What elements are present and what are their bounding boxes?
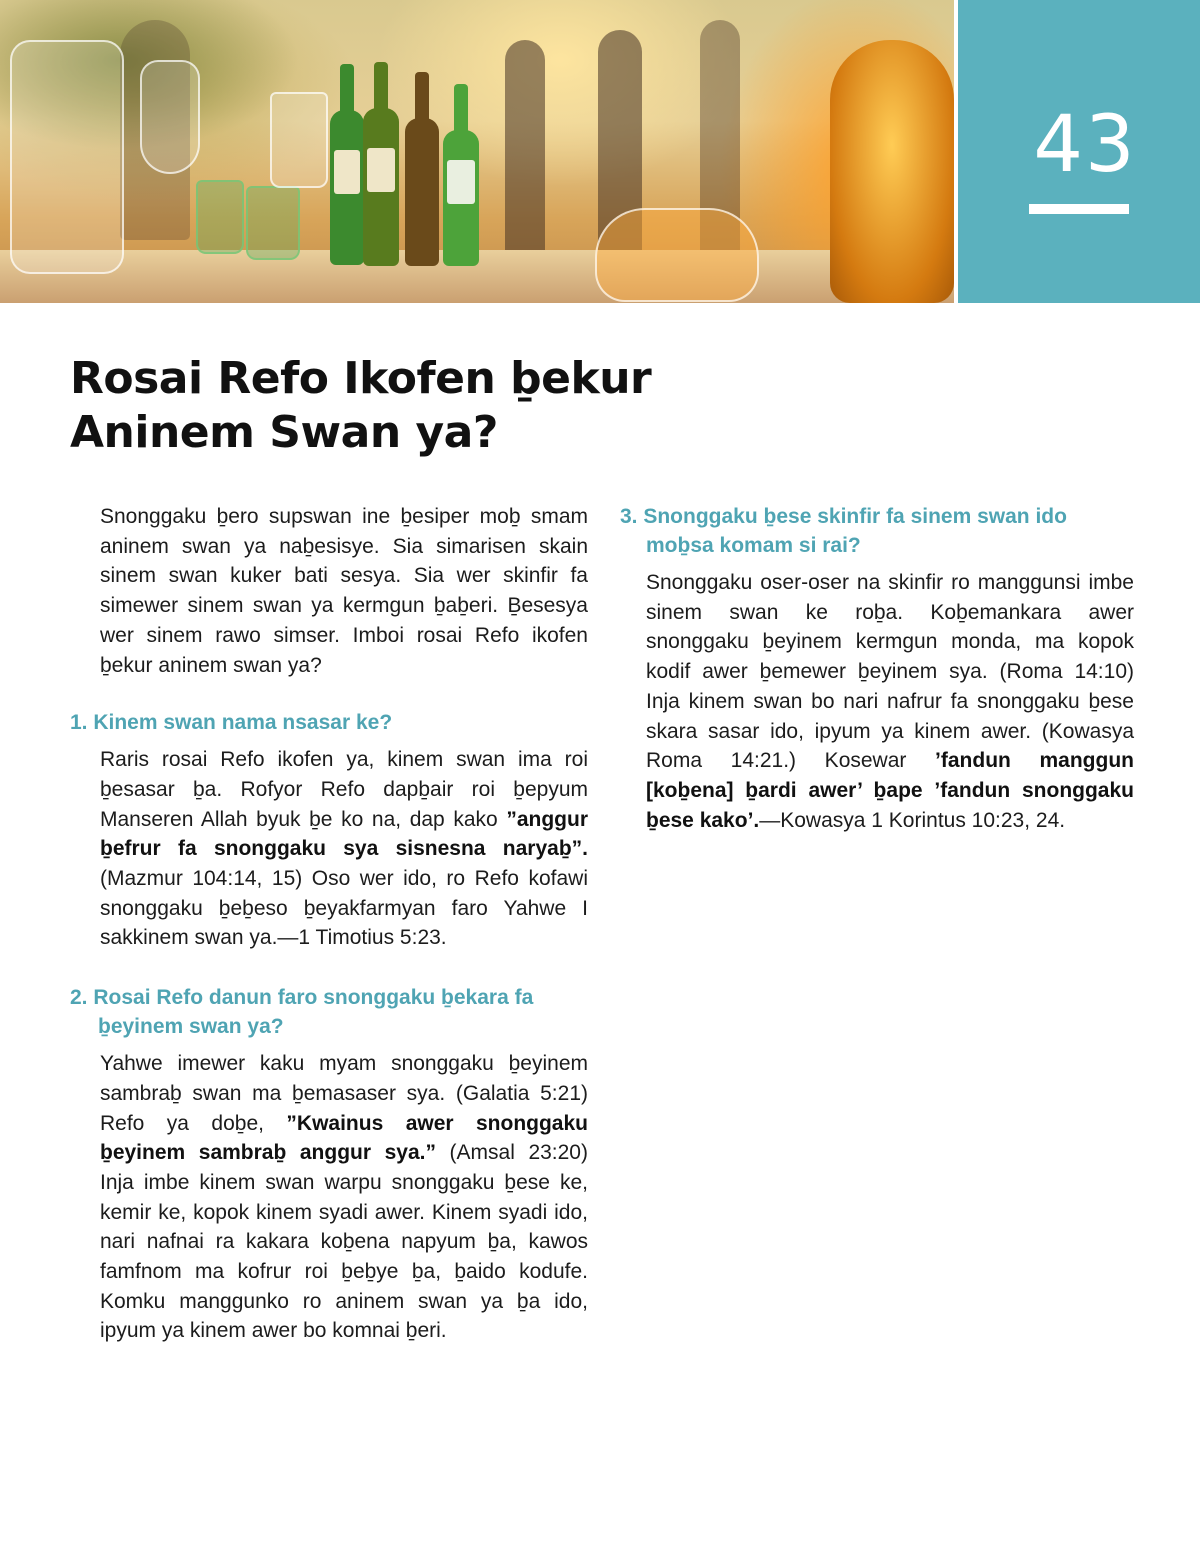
- answer-text: —Kowasya 1 Korintus 10:23, 24.: [759, 808, 1066, 832]
- photo-glass: [270, 92, 328, 188]
- photo-glass: [140, 60, 200, 174]
- photo-bottle: [363, 108, 399, 266]
- photo-glass: [196, 180, 244, 254]
- photo-bottle: [330, 110, 364, 265]
- answer-text: Yahwe imewer kaku myam snonggaku ḇeyinem sambraḇ swan ma ḇemasaser sya. (Galatia 5:21) Refo ya doḇe,: [100, 1052, 588, 1135]
- photo-amber-bottle: [830, 40, 954, 303]
- photo-glass: [595, 208, 759, 302]
- right-column: [620, 502, 1134, 865]
- header-photo: [0, 0, 954, 303]
- section-2: [70, 983, 588, 1346]
- answer-3: [646, 568, 1134, 835]
- badge-underline: [1029, 204, 1129, 214]
- left-column: [70, 502, 588, 1376]
- answer-emphasis: ”anggur ḇefrur fa snonggaku sya sisnesna naryaḇ”.: [100, 807, 588, 861]
- question-1: 1. Kinem swan nama nsasar ke?: [70, 711, 393, 735]
- question-3: 3. Snonggaku ḇese skinfir fa sinem swan ido moḇsa komam si rai?: [620, 505, 1067, 557]
- photo-bottle: [443, 130, 479, 266]
- answer-text: Snonggaku oser-oser na skinfir ro manggunsi imbe sinem swan ke roḇa. Koḇemankara awer snonggaku ḇeyinem kermgun monda, ma kopok kodif awer ḇemewer ḇeyinem sya. (Roma 14:10) Inja kinem swan bo nari nafrur fa snonggaku ḇese skara sasar ido, ipyum ya kinem awer. (Kowasya Roma 14:21.) Kosewar: [646, 571, 1134, 773]
- page-title-line-1: Rosai Refo Ikofen ḇekur: [70, 353, 652, 404]
- lesson-number-badge: [958, 0, 1200, 303]
- answer-emphasis: ’fandun manggun [koḇena] ḇardi awer’ ḇape ’fandun snonggaku ḇese kako’.: [646, 749, 1134, 832]
- answer-text: (Amsal 23:20) Inja imbe kinem swan warpu snonggaku ḇese ke, kemir ke, kopok kinem syadi awer. Kinem syadi ido, nari nafnai ra kakara koḇena napyum ḇa, kawos famfnom ma kofrur roi ḇeḇye ḇa, ḇaido kodufe. Komku manggunko ro aninem swan ya ḇa ido, ipyum ya kinem awer bo komnai ḇeri.: [100, 1141, 588, 1343]
- photo-glass: [246, 186, 300, 260]
- section-3: [620, 502, 1134, 835]
- question-2: 2. Rosai Refo danun faro snonggaku ḇekara fa ḇeyinem swan ya?: [70, 986, 534, 1039]
- photo-person: [505, 40, 545, 255]
- section-1: [70, 708, 588, 953]
- photo-glass: [10, 40, 124, 274]
- page-title: [70, 352, 770, 460]
- photo-bottle: [405, 118, 439, 266]
- answer-2: [100, 1049, 588, 1346]
- page-title-line-2: Aninem Swan ya?: [70, 407, 498, 458]
- intro-paragraph: Snonggaku ḇero supswan ine ḇesiper moḇ smam aninem swan ya naḇesisye. Sia simarisen skain sinem swan kuker bati sesya. Sia wer skinfir fa simewer sinem swan ya kermgun ḇaḇeri. Ḇesesya wer sinem rawo simser. Imboi rosai Refo ikofen ḇekur aninem swan ya?: [100, 505, 588, 677]
- lesson-number: 43: [1033, 100, 1137, 190]
- answer-text: (Mazmur 104:14, 15) Oso wer ido, ro Refo kofawi snonggaku ḇeḇeso ḇeyakfarmyan faro Yahwe I sakkinem swan ya.—1 Timotius 5:23.: [100, 867, 588, 950]
- answer-emphasis: ”Kwainus awer snonggaku ḇeyinem sambraḇ anggur sya.”: [100, 1111, 588, 1165]
- answer-text: Raris rosai Refo ikofen ya, kinem swan ima roi ḇesasar ḇa. Rofyor Refo dapḇair roi ḇepyum Manseren Allah byuk ḇe ko na, dap kako: [100, 748, 588, 831]
- answer-1: [100, 745, 588, 953]
